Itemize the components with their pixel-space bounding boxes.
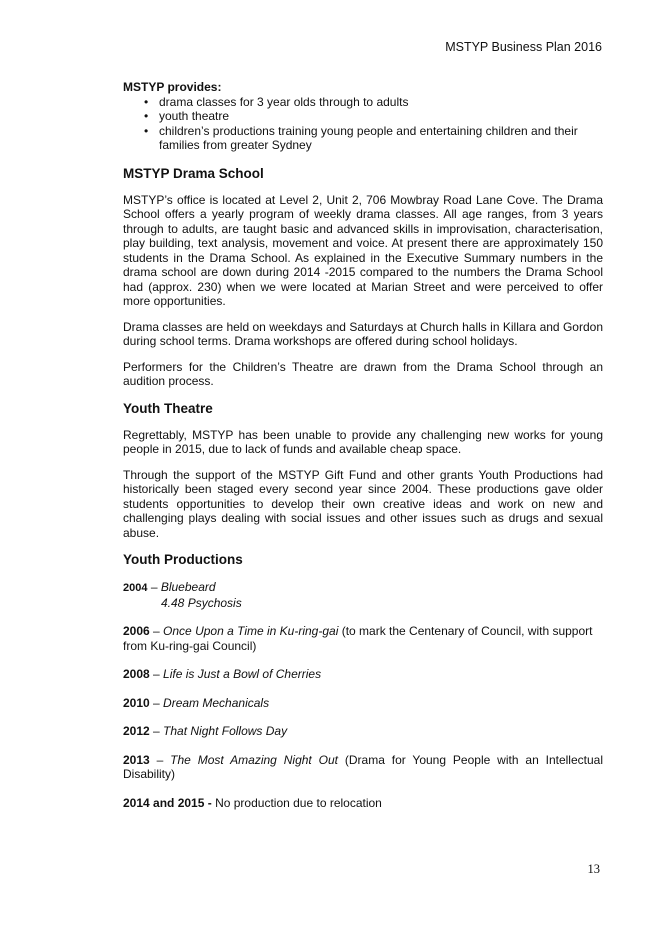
production-entry: 2004 – Bluebeard [123, 580, 216, 594]
production-title: Life is Just a Bowl of Cherries [163, 667, 322, 681]
production-entry: 2012 – That Night Follows Day [123, 724, 288, 738]
production-title: Once Upon a Time in Ku-ring-gai [163, 624, 339, 638]
production-entry: 2013 – The Most Amazing Night Out (Drama for Young People with an Intellectual Disability) [123, 752, 603, 781]
list-item: • children’s productions training young people and entertaining children and their families from greater Sydney [123, 124, 603, 153]
youth-theatre-paragraph: Through the support of the MSTYP Gift Fund and other grants Youth Productions had historically been staged every second year since 2004. These productions gave older students opportunities to develop their own creative ideas and work on new and challenging plays dealing with social issues and other issues such as drugs and sexual abuse. [123, 467, 603, 540]
drama-school-paragraph: MSTYP’s office is located at Level 2, Unit 2, 706 Mowbray Road Lane Cove. The Drama School offers a yearly program of weekly drama classes. All age ranges, from 3 years through to adults, are taught basic and advanced skills in improvisation, characterisation, play building, text analysis, movement and voice. At present there are approximately 150 students in the Drama School. As explained in the Executive Summary numbers in the drama school are down during 2014 -2015 compared to the numbers the Drama School had (approx. 230) when we were located at Marian Street and were perceived to offer more opportunities. [123, 192, 603, 308]
production-year: 2013 [123, 752, 150, 767]
production-year: 2006 [123, 624, 150, 638]
youth-productions-heading: Youth Productions [123, 552, 243, 567]
production-year: 2004 [123, 582, 148, 594]
drama-school-paragraph: Drama classes are held on weekdays and Saturdays at Church halls in Killara and Gordon during school terms. Drama workshops are offered during school holidays. [123, 319, 603, 348]
production-entry: 2010 – Dream Mechanicals [123, 695, 270, 710]
youth-theatre-paragraph: Regrettably, MSTYP has been unable to provide any challenging new works for young people in 2015, due to lack of funds and available cheap space. [123, 427, 603, 456]
production-note: (to mark the Centenary of Council, with support from Ku-ring-gai Council) [123, 624, 593, 653]
production-title-secondary: 4.48 Psychosis [161, 595, 242, 610]
production-year: 2014 and 2015 - [123, 795, 212, 810]
youth-theatre-heading: Youth Theatre [123, 400, 213, 416]
production-year: 2010 [123, 695, 150, 710]
list-item: • youth theatre [123, 109, 603, 124]
production-year: 2008 [123, 667, 150, 681]
production-title: Bluebeard [160, 580, 216, 594]
provides-heading: MSTYP provides: [123, 80, 222, 94]
production-year: 2012 [123, 724, 150, 738]
drama-school-paragraph: Performers for the Children’s Theatre are drawn from the Drama School through an audition process. [123, 359, 603, 388]
production-entry [123, 796, 603, 811]
production-note: (Drama for Young People with an Intellectual Disability) [123, 752, 603, 781]
provides-list [123, 95, 603, 153]
production-entry: 2008 – Life is Just a Bowl of Cherries [123, 667, 322, 681]
drama-school-heading: MSTYP Drama School [123, 165, 264, 181]
list-item: • drama classes for 3 year olds through to adults [123, 95, 603, 110]
page-header: MSTYP Business Plan 2016 [445, 40, 602, 54]
production-entry: 2006 – Once Upon a Time in Ku-ring-gai (to mark the Centenary of Council, with support from Ku-ring-gai Council) [123, 624, 593, 653]
page-number: 13 [587, 862, 600, 876]
production-title: Dream Mechanicals [163, 695, 270, 710]
page-content [123, 80, 603, 810]
production-note: No production due to relocation [215, 795, 382, 810]
production-title: The Most Amazing Night Out [170, 752, 338, 767]
production-title: That Night Follows Day [163, 724, 288, 738]
